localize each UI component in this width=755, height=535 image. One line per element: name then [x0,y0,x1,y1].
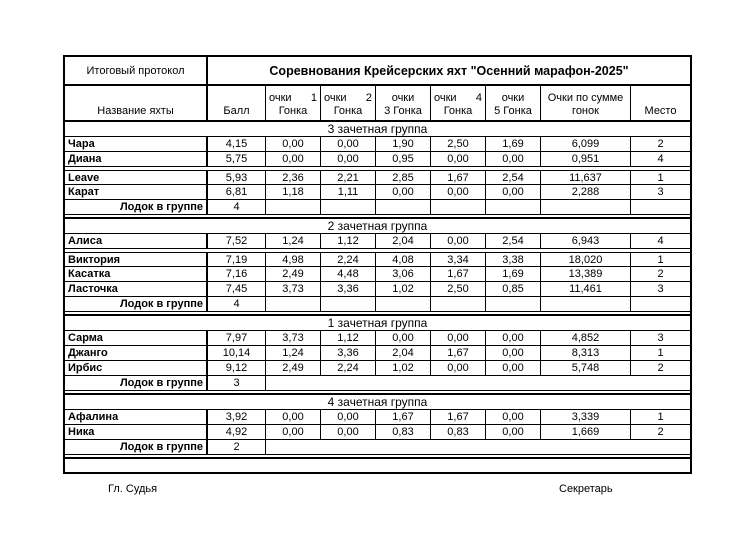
score-cell: 5,93 [208,171,266,184]
race-points-cell: 3,06 [376,267,431,281]
score-cell: 5,75 [208,152,266,166]
race-points-cell: 1,67 [431,410,486,424]
empty-cell [631,200,690,214]
yacht-rows [65,410,690,440]
col-header-race [266,86,321,120]
race-points-cell: 2,24 [321,253,376,266]
boats-filler-open [266,376,690,390]
race-points-cell: 0,00 [266,410,321,424]
score-cell: 7,97 [208,331,266,345]
race-header-label: очки [324,92,347,104]
race-points-cell: 2,04 [376,234,431,248]
place-cell: 3 [657,283,664,295]
race-header-label: очки [501,92,525,104]
race-header-bottom: 3 Гонка [384,105,422,117]
race-points-cell: 0,00 [376,331,431,345]
group-section [65,122,690,215]
race-header-top [321,92,375,105]
score-cell: 7,45 [208,282,266,296]
place-cell: 3 [657,332,664,344]
total-points-cell: 0,951 [541,152,631,166]
place-cell: 2 [657,362,664,374]
race-header-top [431,92,485,105]
score-cell: 10,14 [208,346,266,360]
race-header-bottom: Гонка [333,105,363,117]
boats-in-group-row [65,376,690,391]
race-points-cell: 2,50 [431,137,486,151]
race-header-bottom: Гонка [278,105,308,117]
empty-cell [431,297,486,311]
page-title: Соревнования Крейсерских яхт "Осенний марафон-2025" [269,63,629,78]
place-cell: 1 [657,411,664,423]
race-points-cell: 1,67 [376,410,431,424]
group-title: 2 зачетная группа [65,219,690,234]
race-points-cell: 0,00 [321,152,376,166]
yacht-name-cell: Касатка [65,267,208,281]
race-points-cell: 1,67 [431,346,486,360]
yacht-rows [65,331,690,376]
race-header-label: очки [434,92,457,104]
race-header-top [376,92,430,105]
race-points-cell: 2,85 [376,171,431,184]
yacht-name-cell: Карат [65,185,208,199]
race-points-cell: 3,34 [431,253,486,266]
judge-label: Гл. Судья [108,483,158,495]
race-points-cell: 3,36 [321,282,376,296]
race-points-cell: 2,04 [376,346,431,360]
yacht-name-cell: Ласточка [65,282,208,296]
race-points-cell: 0,00 [486,331,541,345]
score-cell: 7,16 [208,267,266,281]
group-title: 1 зачетная группа [65,316,690,331]
place-cell: 2 [657,138,664,150]
race-header-number: 2 [365,92,372,104]
group-section [65,393,690,455]
race-points-cell: 0,00 [376,185,431,199]
boats-label: Лодок в группе [65,440,208,454]
table-row [65,346,690,361]
total-points-cell: 5,748 [541,361,631,375]
boats-label: Лодок в группе [65,200,208,214]
empty-cell [541,297,631,311]
col-header-place: Место [644,105,677,117]
place-cell: 2 [657,268,664,280]
race-points-cell: 1,24 [266,234,321,248]
race-header-top [266,92,320,105]
table-row [65,185,690,200]
race-header-bottom: Гонка [443,105,473,117]
score-cell: 9,12 [208,361,266,375]
boats-in-group-row [65,297,690,312]
total-points-cell: 1,669 [541,425,631,439]
empty-cell [486,297,541,311]
col-header-race [431,86,486,120]
race-points-cell: 0,00 [321,410,376,424]
total-points-cell: 11,461 [541,282,631,296]
race-points-cell: 0,00 [431,234,486,248]
group-list [65,122,690,455]
race-points-cell: 2,49 [266,361,321,375]
yacht-name-cell: Виктория [65,253,208,266]
race-points-cell: 0,00 [486,185,541,199]
race-points-cell: 1,90 [376,137,431,151]
group-section [65,314,690,391]
title-row [65,57,690,86]
empty-cell [266,297,321,311]
place-cell: 1 [657,172,664,184]
empty-row [65,457,690,472]
race-points-cell: 0,85 [486,282,541,296]
empty-cell [541,200,631,214]
total-points-cell: 18,020 [541,253,631,266]
col-header-race [376,86,431,120]
race-points-cell: 1,11 [321,185,376,199]
race-points-cell: 1,12 [321,331,376,345]
boats-filler-open [266,440,690,454]
race-points-cell: 0,00 [321,137,376,151]
race-points-cell: 0,83 [376,425,431,439]
score-cell: 7,52 [208,234,266,248]
race-points-cell: 0,00 [431,152,486,166]
total-points-cell: 4,852 [541,331,631,345]
total-points-cell: 11,637 [541,171,631,184]
place-cell: 3 [657,186,664,198]
col-header-race [486,86,541,120]
race-points-cell: 3,36 [321,346,376,360]
total-points-cell: 8,313 [541,346,631,360]
empty-cell [631,297,690,311]
total-points-cell: 3,339 [541,410,631,424]
yacht-name-cell: Алиса [65,234,208,248]
race-points-cell: 2,49 [266,267,321,281]
yacht-name-cell: Ника [65,425,208,439]
results-table [63,55,692,474]
race-points-cell: 1,02 [376,282,431,296]
boats-in-group-row [65,440,690,455]
race-points-cell: 1,67 [431,267,486,281]
boats-count-cell: 3 [208,376,266,390]
race-points-cell: 1,12 [321,234,376,248]
race-points-cell: 0,00 [266,152,321,166]
race-points-cell: 0,00 [486,410,541,424]
score-cell: 7,19 [208,253,266,266]
race-points-cell: 1,67 [431,171,486,184]
race-points-cell: 4,08 [376,253,431,266]
col-header-total: Очки по сумме гонок [541,86,631,120]
total-points-cell: 13,389 [541,267,631,281]
race-points-cell: 3,38 [486,253,541,266]
race-points-cell: 2,54 [486,171,541,184]
score-cell: 4,15 [208,137,266,151]
race-points-cell: 0,00 [431,361,486,375]
yacht-name-cell: Чара [65,137,208,151]
race-points-cell: 0,95 [376,152,431,166]
empty-cell [266,200,321,214]
race-points-cell: 2,36 [266,171,321,184]
empty-cell [376,297,431,311]
race-header-number: 1 [310,92,317,104]
group-title: 3 зачетная группа [65,122,690,137]
place-cell: 4 [657,235,664,247]
yacht-name-cell: Ирбис [65,361,208,375]
place-cell: 4 [657,153,664,165]
table-row [65,137,690,152]
race-points-cell: 0,00 [266,137,321,151]
yacht-name-cell: Диана [65,152,208,166]
race-points-cell: 0,00 [486,361,541,375]
race-points-cell: 1,69 [486,267,541,281]
race-header-bottom: 5 Гонка [494,105,532,117]
race-points-cell: 0,00 [321,425,376,439]
table-row [65,361,690,376]
empty-cell [321,200,376,214]
score-cell: 6,81 [208,185,266,199]
table-row [65,252,690,267]
race-points-cell: 2,24 [321,361,376,375]
table-row [65,152,690,167]
group-title: 4 зачетная группа [65,395,690,410]
race-points-cell: 0,00 [431,331,486,345]
table-row [65,282,690,297]
total-points-cell: 6,943 [541,234,631,248]
table-row [65,425,690,440]
yacht-name-cell: Leave [65,171,208,184]
total-points-cell: 2,288 [541,185,631,199]
total-points-cell: 6,099 [541,137,631,151]
protocol-label: Итоговый протокол [65,57,208,84]
table-row [65,331,690,346]
race-points-cell: 1,18 [266,185,321,199]
secretary-label: Секретарь [559,483,613,495]
race-header-label: очки [269,92,292,104]
race-points-cell: 4,48 [321,267,376,281]
boats-label: Лодок в группе [65,376,208,390]
race-points-cell: 2,21 [321,171,376,184]
race-points-cell: 1,02 [376,361,431,375]
race-points-cell: 4,98 [266,253,321,266]
col-header-yacht: Название яхты [65,86,208,120]
empty-cell [486,200,541,214]
table-row [65,267,690,282]
race-header-label: очки [391,92,415,104]
boats-label: Лодок в группе [65,297,208,311]
score-cell: 3,92 [208,410,266,424]
race-points-cell: 3,73 [266,331,321,345]
group-section [65,217,690,312]
place-cell: 2 [657,426,664,438]
race-points-cell: 0,00 [266,425,321,439]
place-cell: 1 [657,254,664,266]
race-points-cell: 0,00 [486,425,541,439]
table-row [65,234,690,249]
place-cell: 1 [657,347,664,359]
table-row [65,410,690,425]
race-points-cell: 2,50 [431,282,486,296]
race-points-cell: 0,83 [431,425,486,439]
boats-count-cell: 4 [208,200,266,214]
empty-cell [431,200,486,214]
race-points-cell: 0,00 [486,152,541,166]
col-header-score: Балл [208,86,266,120]
yacht-name-cell: Афалина [65,410,208,424]
empty-cell [321,297,376,311]
race-points-cell: 1,24 [266,346,321,360]
race-points-cell: 2,54 [486,234,541,248]
yacht-name-cell: Сарма [65,331,208,345]
yacht-name-cell: Джанго [65,346,208,360]
boats-count-cell: 2 [208,440,266,454]
boats-in-group-row [65,200,690,215]
race-header-number: 4 [475,92,482,104]
yacht-rows [65,137,690,200]
race-points-cell: 1,69 [486,137,541,151]
race-header-top [486,92,540,105]
yacht-rows [65,234,690,297]
column-header-row [65,86,690,122]
empty-cell [376,200,431,214]
boats-count-cell: 4 [208,297,266,311]
race-points-cell: 0,00 [431,185,486,199]
race-points-cell: 0,00 [486,346,541,360]
table-row [65,170,690,185]
col-header-race [321,86,376,120]
race-points-cell: 3,73 [266,282,321,296]
score-cell: 4,92 [208,425,266,439]
